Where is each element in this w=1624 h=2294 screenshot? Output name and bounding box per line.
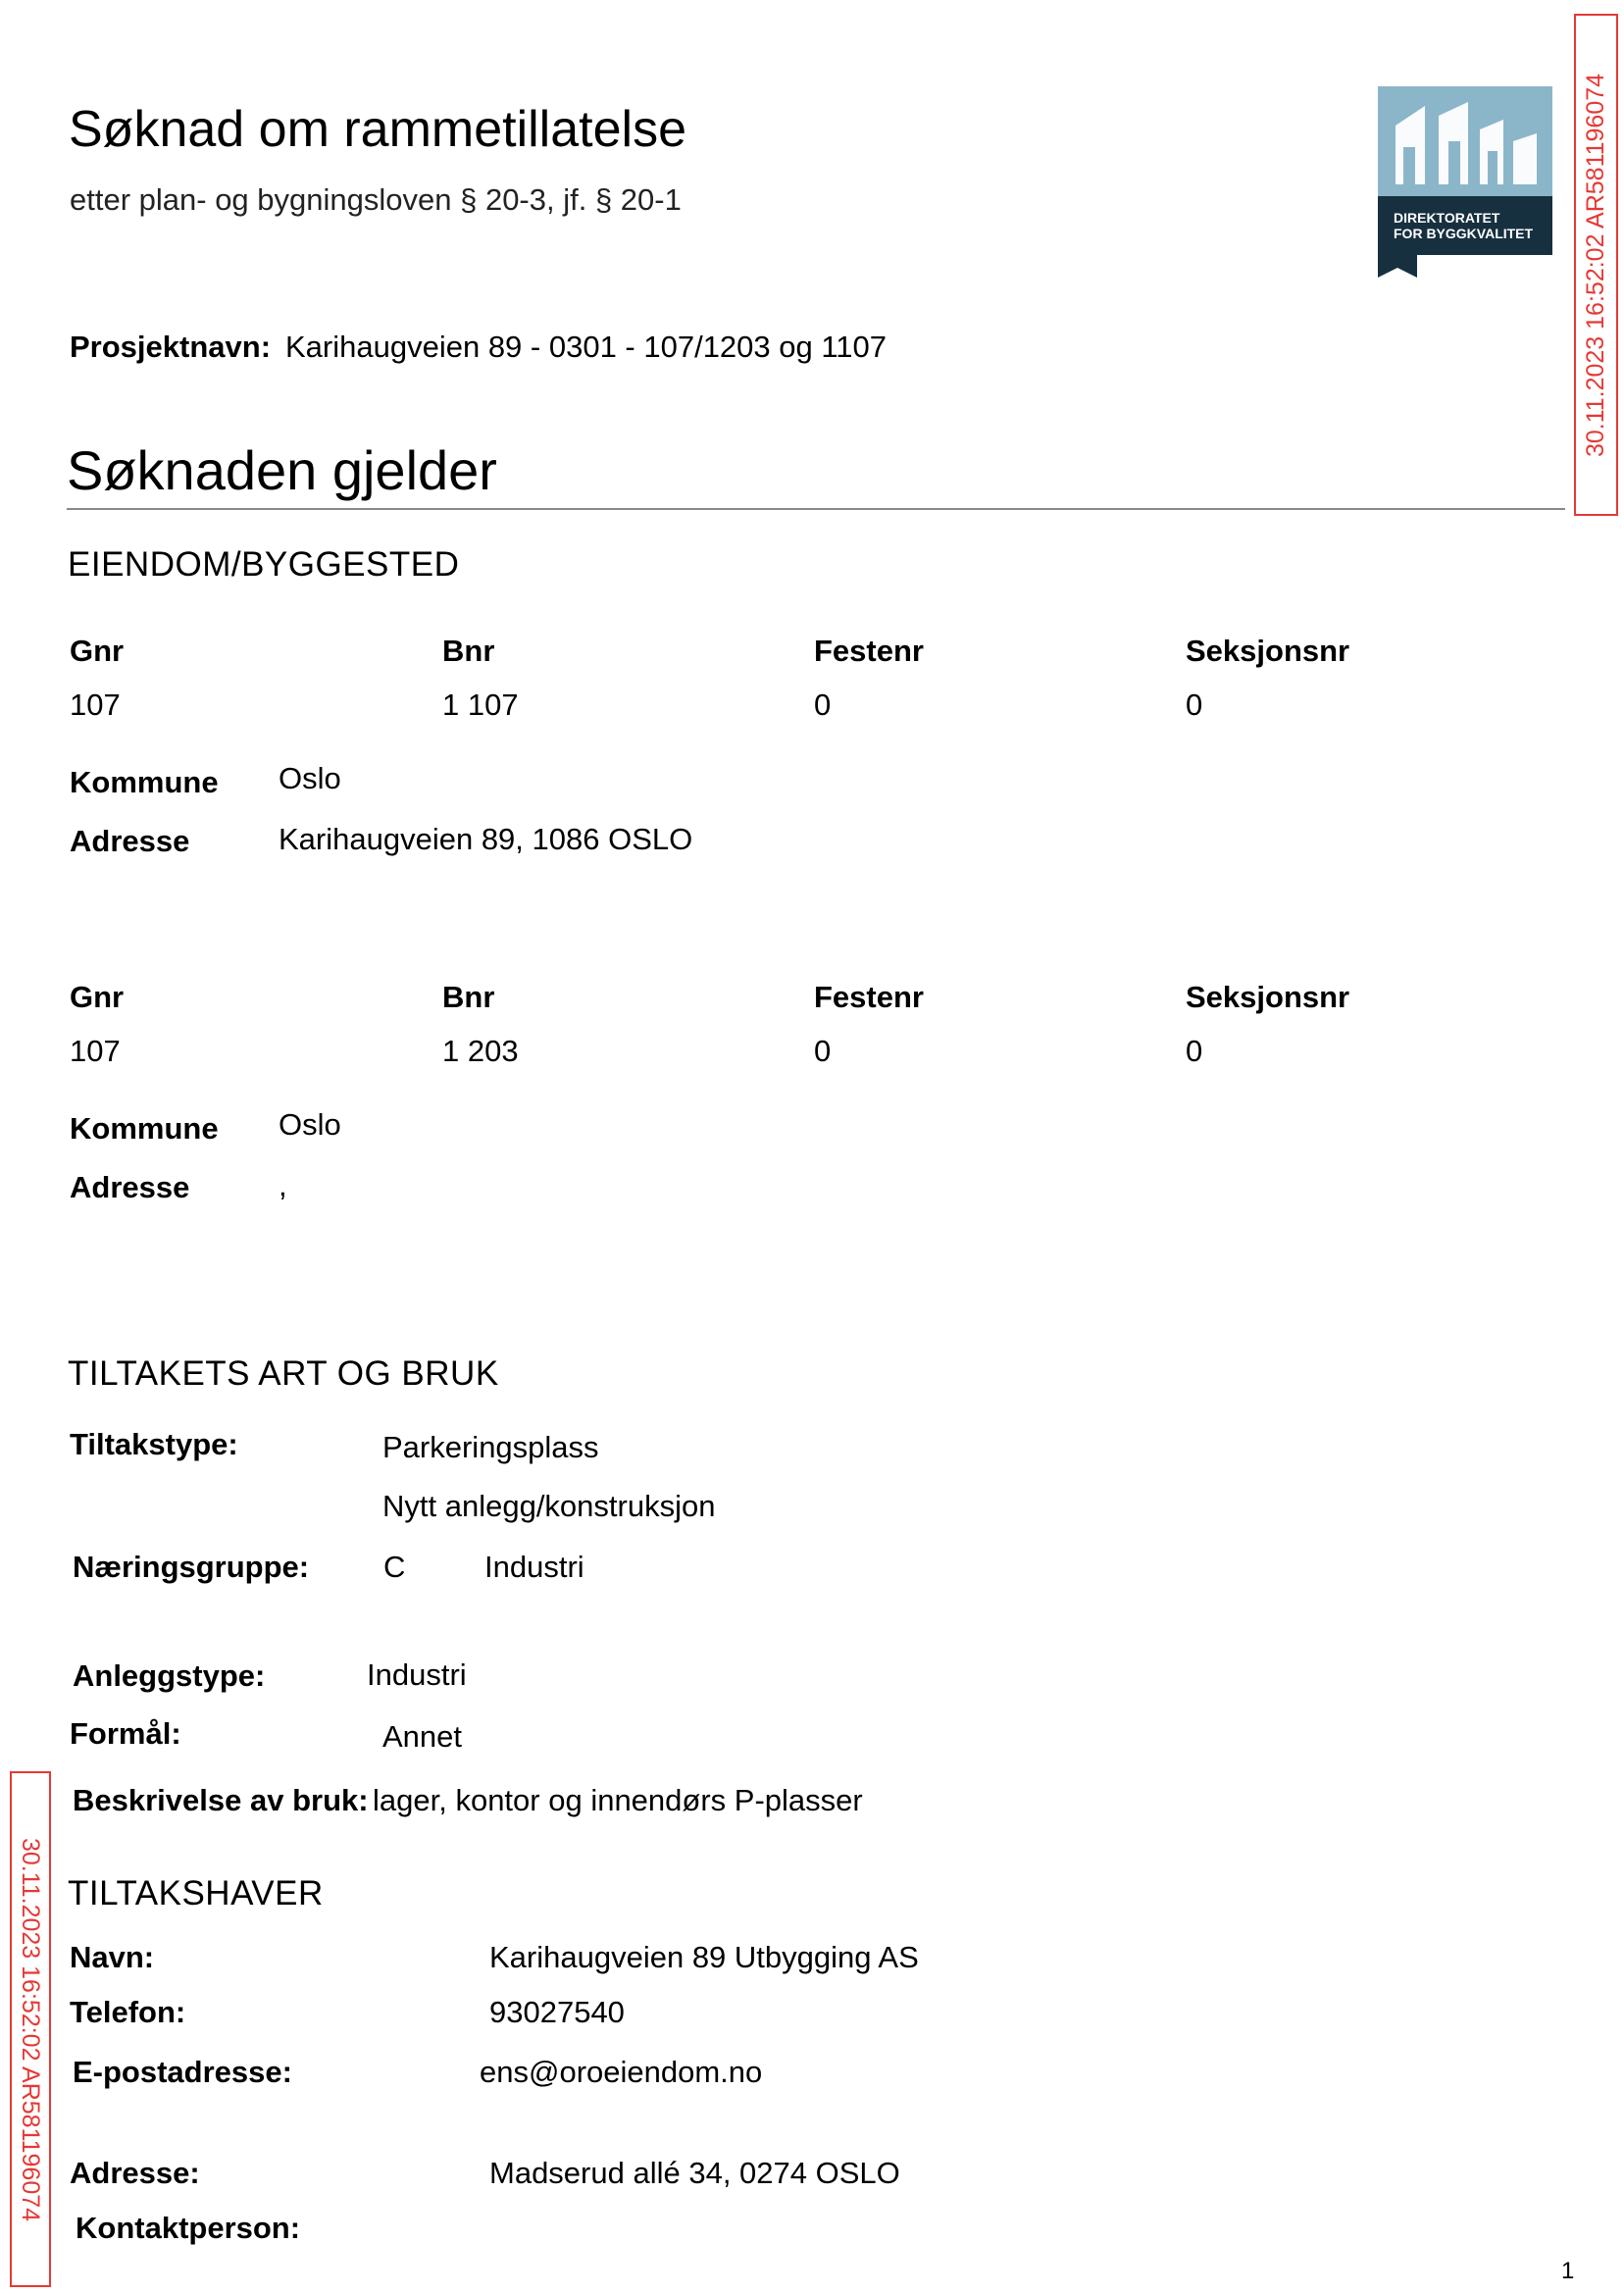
adresse-label: Adresse: xyxy=(70,2156,200,2190)
project-name-value: Karihaugveien 89 - 0301 - 107/1203 og 1107 xyxy=(285,330,888,364)
property-heading: EIENDOM/BYGGESTED xyxy=(68,545,460,584)
telefon-value: 93027540 xyxy=(489,1995,625,2029)
date-stamp-right: 30.11.2023 16:52:02 AR581196074 xyxy=(1574,14,1618,516)
col-header-seksjonsnr: Seksjonsnr xyxy=(1186,634,1350,668)
adresse-value: Madserud allé 34, 0274 OSLO xyxy=(489,2156,900,2190)
document-subtitle: etter plan- og bygningsloven § 20-3, jf. § 20-1 xyxy=(70,182,682,217)
logo-text: DIREKTORATET FOR BYGGKVALITET xyxy=(1394,210,1534,241)
kontaktperson-label: Kontaktperson: xyxy=(76,2211,301,2245)
festenr-value: 0 xyxy=(814,1034,832,1068)
naeringsgruppe-code: C xyxy=(383,1550,406,1584)
col-header-gnr: Gnr xyxy=(70,980,125,1014)
navn-label: Navn: xyxy=(70,1940,155,1974)
kommune-label: Kommune xyxy=(70,1111,219,1146)
tiltak-heading: TILTAKETS ART OG BRUK xyxy=(68,1354,499,1393)
col-header-gnr: Gnr xyxy=(70,634,125,668)
adresse-value: Karihaugveien 89, 1086 OSLO xyxy=(279,822,693,856)
tiltakstype-label: Tiltakstype: xyxy=(70,1427,238,1461)
col-header-seksjonsnr: Seksjonsnr xyxy=(1186,980,1350,1014)
adresse-label: Adresse xyxy=(70,1170,190,1204)
project-name-label: Prosjektnavn: xyxy=(70,330,272,364)
gnr-value: 107 xyxy=(70,688,121,722)
date-stamp-left: 30.11.2023 16:52:02 AR581196074 xyxy=(10,1771,51,2287)
formal-label: Formål: xyxy=(70,1716,181,1751)
naeringsgruppe-label: Næringsgruppe: xyxy=(73,1550,310,1584)
telefon-label: Telefon: xyxy=(70,1995,186,2029)
seksjonsnr-value: 0 xyxy=(1186,688,1203,722)
section-divider xyxy=(67,508,1565,510)
kommune-value: Oslo xyxy=(279,761,341,795)
tiltakstype-value-2: Nytt anlegg/konstruksjon xyxy=(382,1489,716,1523)
naeringsgruppe-value: Industri xyxy=(484,1550,584,1584)
formal-value: Annet xyxy=(382,1719,463,1754)
festenr-value: 0 xyxy=(814,688,832,722)
bruk-label: Beskrivelse av bruk: xyxy=(73,1783,369,1817)
kommune-label: Kommune xyxy=(70,765,219,799)
adresse-value: , xyxy=(279,1168,287,1202)
col-header-festenr: Festenr xyxy=(814,980,924,1014)
bnr-value: 1 203 xyxy=(442,1034,519,1068)
bruk-value: lager, kontor og innendørs P-plasser xyxy=(373,1783,863,1817)
col-header-bnr: Bnr xyxy=(442,634,495,668)
bnr-value: 1 107 xyxy=(442,688,519,722)
adresse-label: Adresse xyxy=(70,824,190,858)
anleggstype-value: Industri xyxy=(367,1657,467,1692)
tiltakstype-value-1: Parkeringsplass xyxy=(382,1430,599,1464)
gnr-value: 107 xyxy=(70,1034,121,1068)
dibk-logo xyxy=(1378,86,1552,278)
epost-label: E-postadresse: xyxy=(73,2055,292,2089)
tiltakshaver-heading: TILTAKSHAVER xyxy=(68,1874,324,1912)
page-number: 1 xyxy=(1561,2258,1575,2284)
section-title: Søknaden gjelder xyxy=(67,439,497,501)
document-title: Søknad om rammetillatelse xyxy=(69,101,686,158)
anleggstype-label: Anleggstype: xyxy=(73,1658,266,1693)
seksjonsnr-value: 0 xyxy=(1186,1034,1203,1068)
navn-value: Karihaugveien 89 Utbygging AS xyxy=(489,1940,919,1974)
kommune-value: Oslo xyxy=(279,1107,341,1142)
epost-value: ens@oroeiendom.no xyxy=(480,2055,763,2089)
col-header-bnr: Bnr xyxy=(442,980,495,1014)
col-header-festenr: Festenr xyxy=(814,634,924,668)
